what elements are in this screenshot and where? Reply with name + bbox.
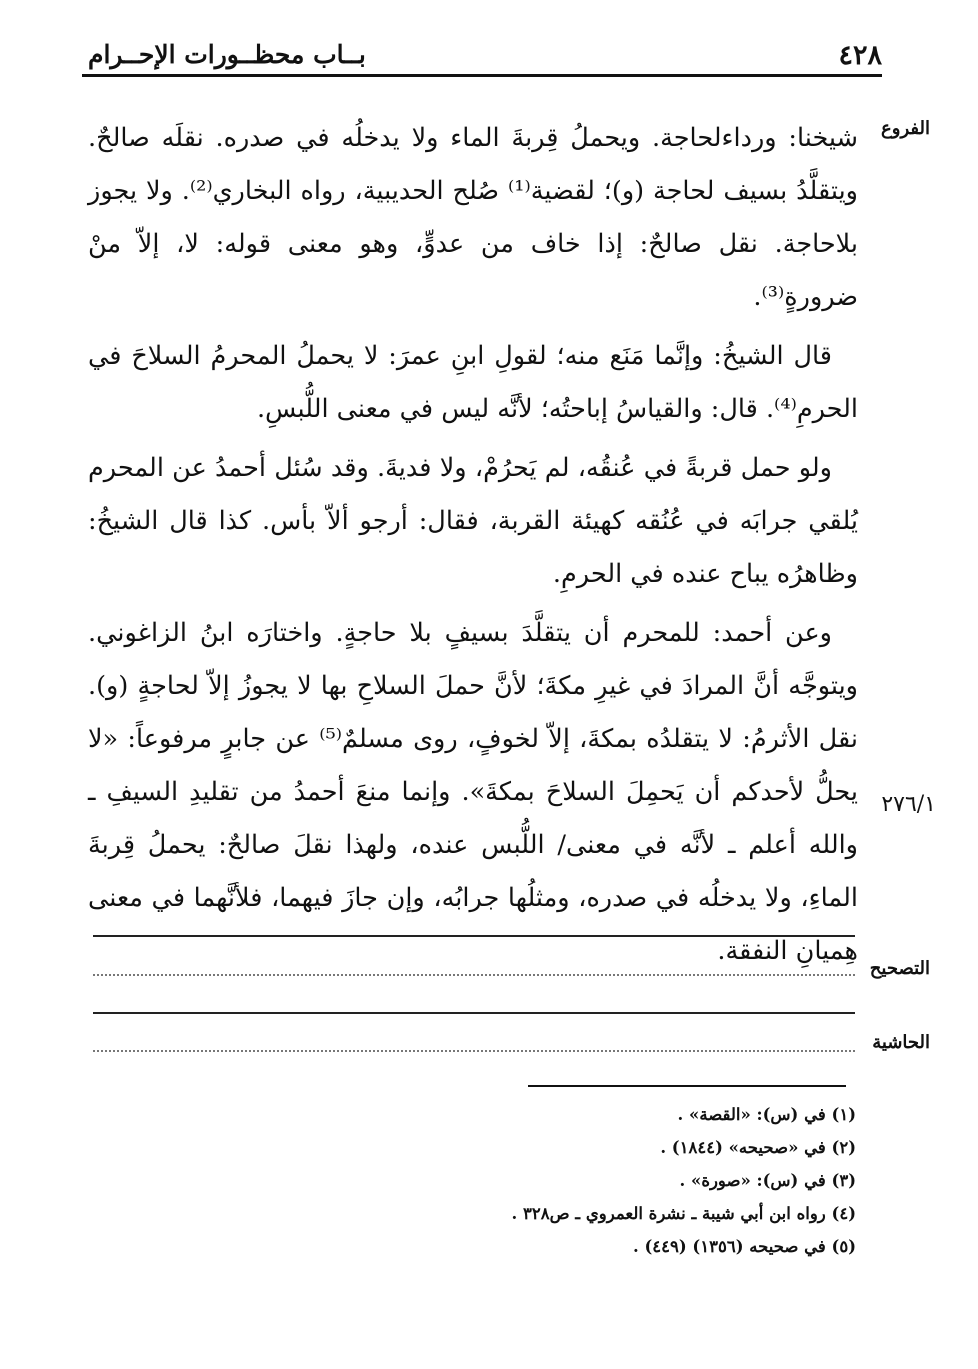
paragraph: ولو حمل قربةً في عُنقُه، لم يَحرُمْ، ولا فديةَ. وقد سُئل أحمدُ عن المحرم يُلقي جرابَه في عُنُقه كهيئة القربة، فقال: أرجو ألاّ بأس. كذا قال الشيخُ: وظاهرُه يباح عنده في الحرمِ. [88, 453, 858, 589]
paragraph: وعن أحمد: للمحرم أن يتقلَّدَ بسيفٍ بلا حاجةٍ. واختارَه ابنُ الزاغوني. ويتوجَّه أنَّ المرادَ في غيرِ مكةَ؛ لأنَّ حملَ السلاحِ بها لا يجوزُ إلاّ لحاجةٍ (و). نقل الأثرمُ: لا يتقلدُه بمكةَ، إلاّ لخوفٍ، روى مسلمٌ⁽⁵⁾ عن جابرٍ مرفوعاً: «لا يحلُّ لأحدكم أن يَحمِلَ السلاحَ بمكةَ». وإنما منعَ أحمدُ من تقليدِ السيفِ ـ والله أعلم ـ لأنَّه في معنى/ اللُّبس عنده، ولهذا نقلَ صالحٌ: يحملُ قِربةَ الماءِ، ولا يدخلُه في صدره، ومثلُها جرابُه، وإن جازَ فيهما، فلأنَّهما في معنى هِميانِ النفقة. [88, 618, 858, 966]
page-header [82, 36, 882, 74]
margin-page-reference: ٢٧٦/١ [881, 792, 936, 817]
main-text [88, 112, 858, 984]
hashia-top-rule [93, 1012, 855, 1014]
footnote-1: (١) في (س): «القصة» . [677, 1105, 856, 1124]
tashih-top-rule [93, 935, 855, 937]
tashih-dotted-line [93, 974, 855, 976]
paragraph: شيخنا: ورداءلحاجة. ويحملُ قِربةَ الماء ولا يدخلُه في صدره. نقلَه صالحٌ. ويتقلَّدُ بسيف لحاجة (و)؛ لقضية⁽¹⁾ صُلح الحديبية، رواه البخاري⁽²⁾. ولا يجوز بلاحاجة. نقل صالحٌ: إذا خاف من عدوٍّ، وهو معنى قوله: لا، إلاّ منْ ضرورةٍ⁽³⁾. [88, 123, 858, 312]
footnote-2: (٢) في «صحيحه» (١٨٤٤) . [660, 1138, 856, 1157]
header-divider [82, 74, 882, 77]
paragraph: قال الشيخُ: وإنَّما مَنَع منه؛ لقولِ ابنِ عمرَ: لا يحملُ المحرمُ السلاحَ في الحرمِ⁽⁴⁾. قال: والقياسُ إباحتُه؛ لأنَّه ليس في معنى اللُّبسِ. [88, 341, 858, 424]
margin-label-hashia: الحاشية [872, 1032, 930, 1053]
margin-label-furu: الفروع [881, 118, 930, 139]
footnote-separator [528, 1085, 846, 1087]
chapter-title: بــاب محظــورات الإحــرام [88, 40, 366, 69]
footnote-3: (٣) في (س): «صورة» . [679, 1171, 856, 1190]
footnote-5: (٥) في صحيحه (١٣٥٦) (٤٤٩) . [632, 1237, 856, 1256]
hashia-dotted-line [93, 1050, 855, 1052]
footnote-4: (٤) رواه ابن أبي شيبة ـ نشرة العمروي ـ ص٣٢٨ . [511, 1204, 856, 1223]
page-number: ٤٢٨ [838, 40, 882, 71]
footnotes [296, 1098, 856, 1263]
margin-label-tashih: التصحيح [869, 958, 930, 979]
